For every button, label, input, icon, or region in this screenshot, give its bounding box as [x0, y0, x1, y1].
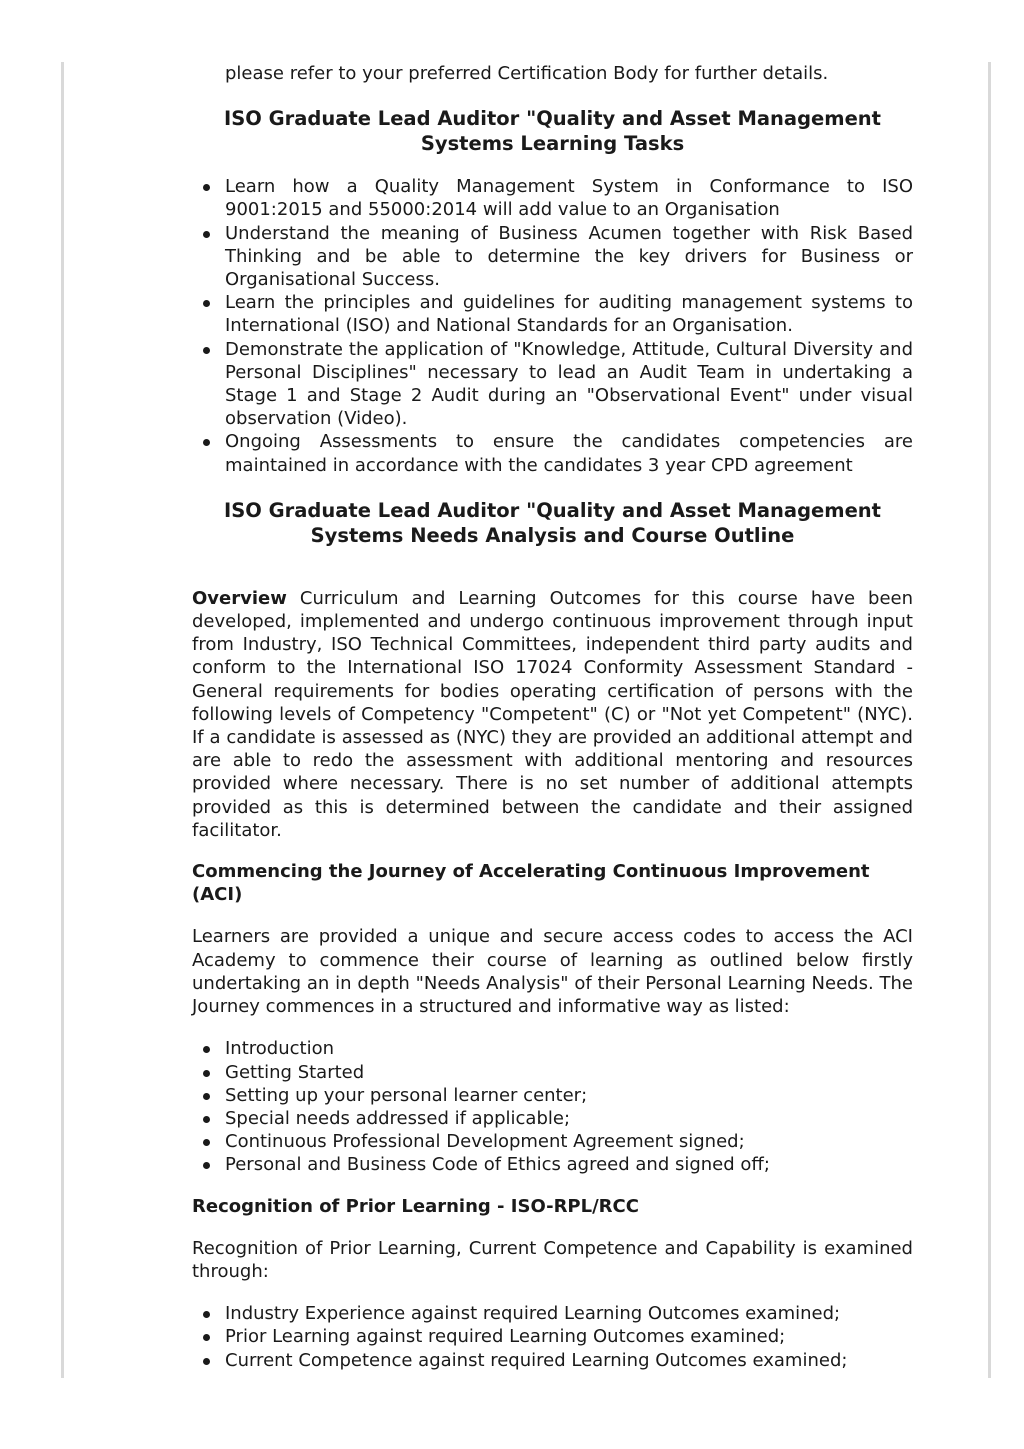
list-item: Ongoing Assessments to ensure the candidates competencies are maintained in accordance with the candidates 3 year CPD agreement	[192, 430, 913, 476]
list-item: Special needs addressed if applicable;	[192, 1107, 913, 1130]
list-item: Setting up your personal learner center;	[192, 1084, 913, 1107]
right-margin-rule	[988, 62, 991, 1378]
overview-text: Curriculum and Learning Outcomes for this course have been developed, implemented and undergo continuous improvement through input from Industry, ISO Technical Committees, independent third party audits and conform to the International ISO 17024 Conformity Assessment Standard - General requirements for bodies operating certification of persons with the following levels of Competency "Competent" (C) or "Not yet Competent" (NYC). If a candidate is assessed as (NYC) they are provided an additional attempt and are able to redo the assessment with additional mentoring and resources provided where necessary. There is no set number of additional attempts provided as this is determined between the candidate and their assigned facilitator.	[192, 587, 913, 841]
needs-analysis-heading: ISO Graduate Lead Auditor "Quality and Asset Management Systems Needs Analysis and Course Outline	[223, 498, 881, 547]
aci-steps-list	[192, 1037, 913, 1176]
list-item: Current Competence against required Learning Outcomes examined;	[192, 1349, 913, 1372]
document-body	[192, 62, 913, 1372]
learning-tasks-heading: ISO Graduate Lead Auditor "Quality and Asset Management Systems Learning Tasks	[223, 107, 881, 156]
overview-paragraph	[192, 587, 913, 842]
list-item: Learn the principles and guidelines for auditing management systems to International (ISO) and National Standards for an Organisation.	[192, 291, 913, 337]
aci-paragraph: Learners are provided a unique and secure access codes to access the ACI Academy to commence their course of learning as outlined below firstly undertaking an in depth "Needs Analysis" of their Personal Learning Needs. The Journey commences in a structured and informative way as listed:	[192, 926, 913, 1018]
list-item: Learn how a Quality Management System in Conformance to ISO 9001:2015 and 55000:2014 will add value to an Organisation	[192, 175, 913, 221]
rpl-heading: Recognition of Prior Learning - ISO-RPL/RCC	[192, 1195, 639, 1217]
left-margin-rule	[61, 62, 64, 1378]
list-item: Continuous Professional Development Agreement signed;	[192, 1130, 913, 1153]
learning-tasks-list	[192, 175, 913, 477]
list-item: Personal and Business Code of Ethics agreed and signed off;	[192, 1153, 913, 1176]
list-item: Demonstrate the application of "Knowledge, Attitude, Cultural Diversity and Personal Disciplines" necessary to lead an Audit Team in undertaking a Stage 1 and Stage 2 Audit during an "Observational Event" under visual observation (Video).	[192, 338, 913, 431]
intro-line: please refer to your preferred Certification Body for further details.	[225, 63, 829, 84]
list-item: Industry Experience against required Learning Outcomes examined;	[192, 1302, 913, 1325]
list-item: Introduction	[192, 1037, 913, 1060]
list-item: Prior Learning against required Learning Outcomes examined;	[192, 1325, 913, 1348]
list-item: Getting Started	[192, 1061, 913, 1084]
aci-heading: Commencing the Journey of Accelerating Continuous Improvement (ACI)	[192, 861, 870, 906]
rpl-items-list	[192, 1302, 913, 1372]
rpl-paragraph: Recognition of Prior Learning, Current Competence and Capability is examined through:	[192, 1237, 913, 1282]
list-item: Understand the meaning of Business Acumen together with Risk Based Thinking and be able to determine the key drivers for Business or Organisational Success.	[192, 222, 913, 292]
overview-label: Overview	[192, 587, 287, 609]
